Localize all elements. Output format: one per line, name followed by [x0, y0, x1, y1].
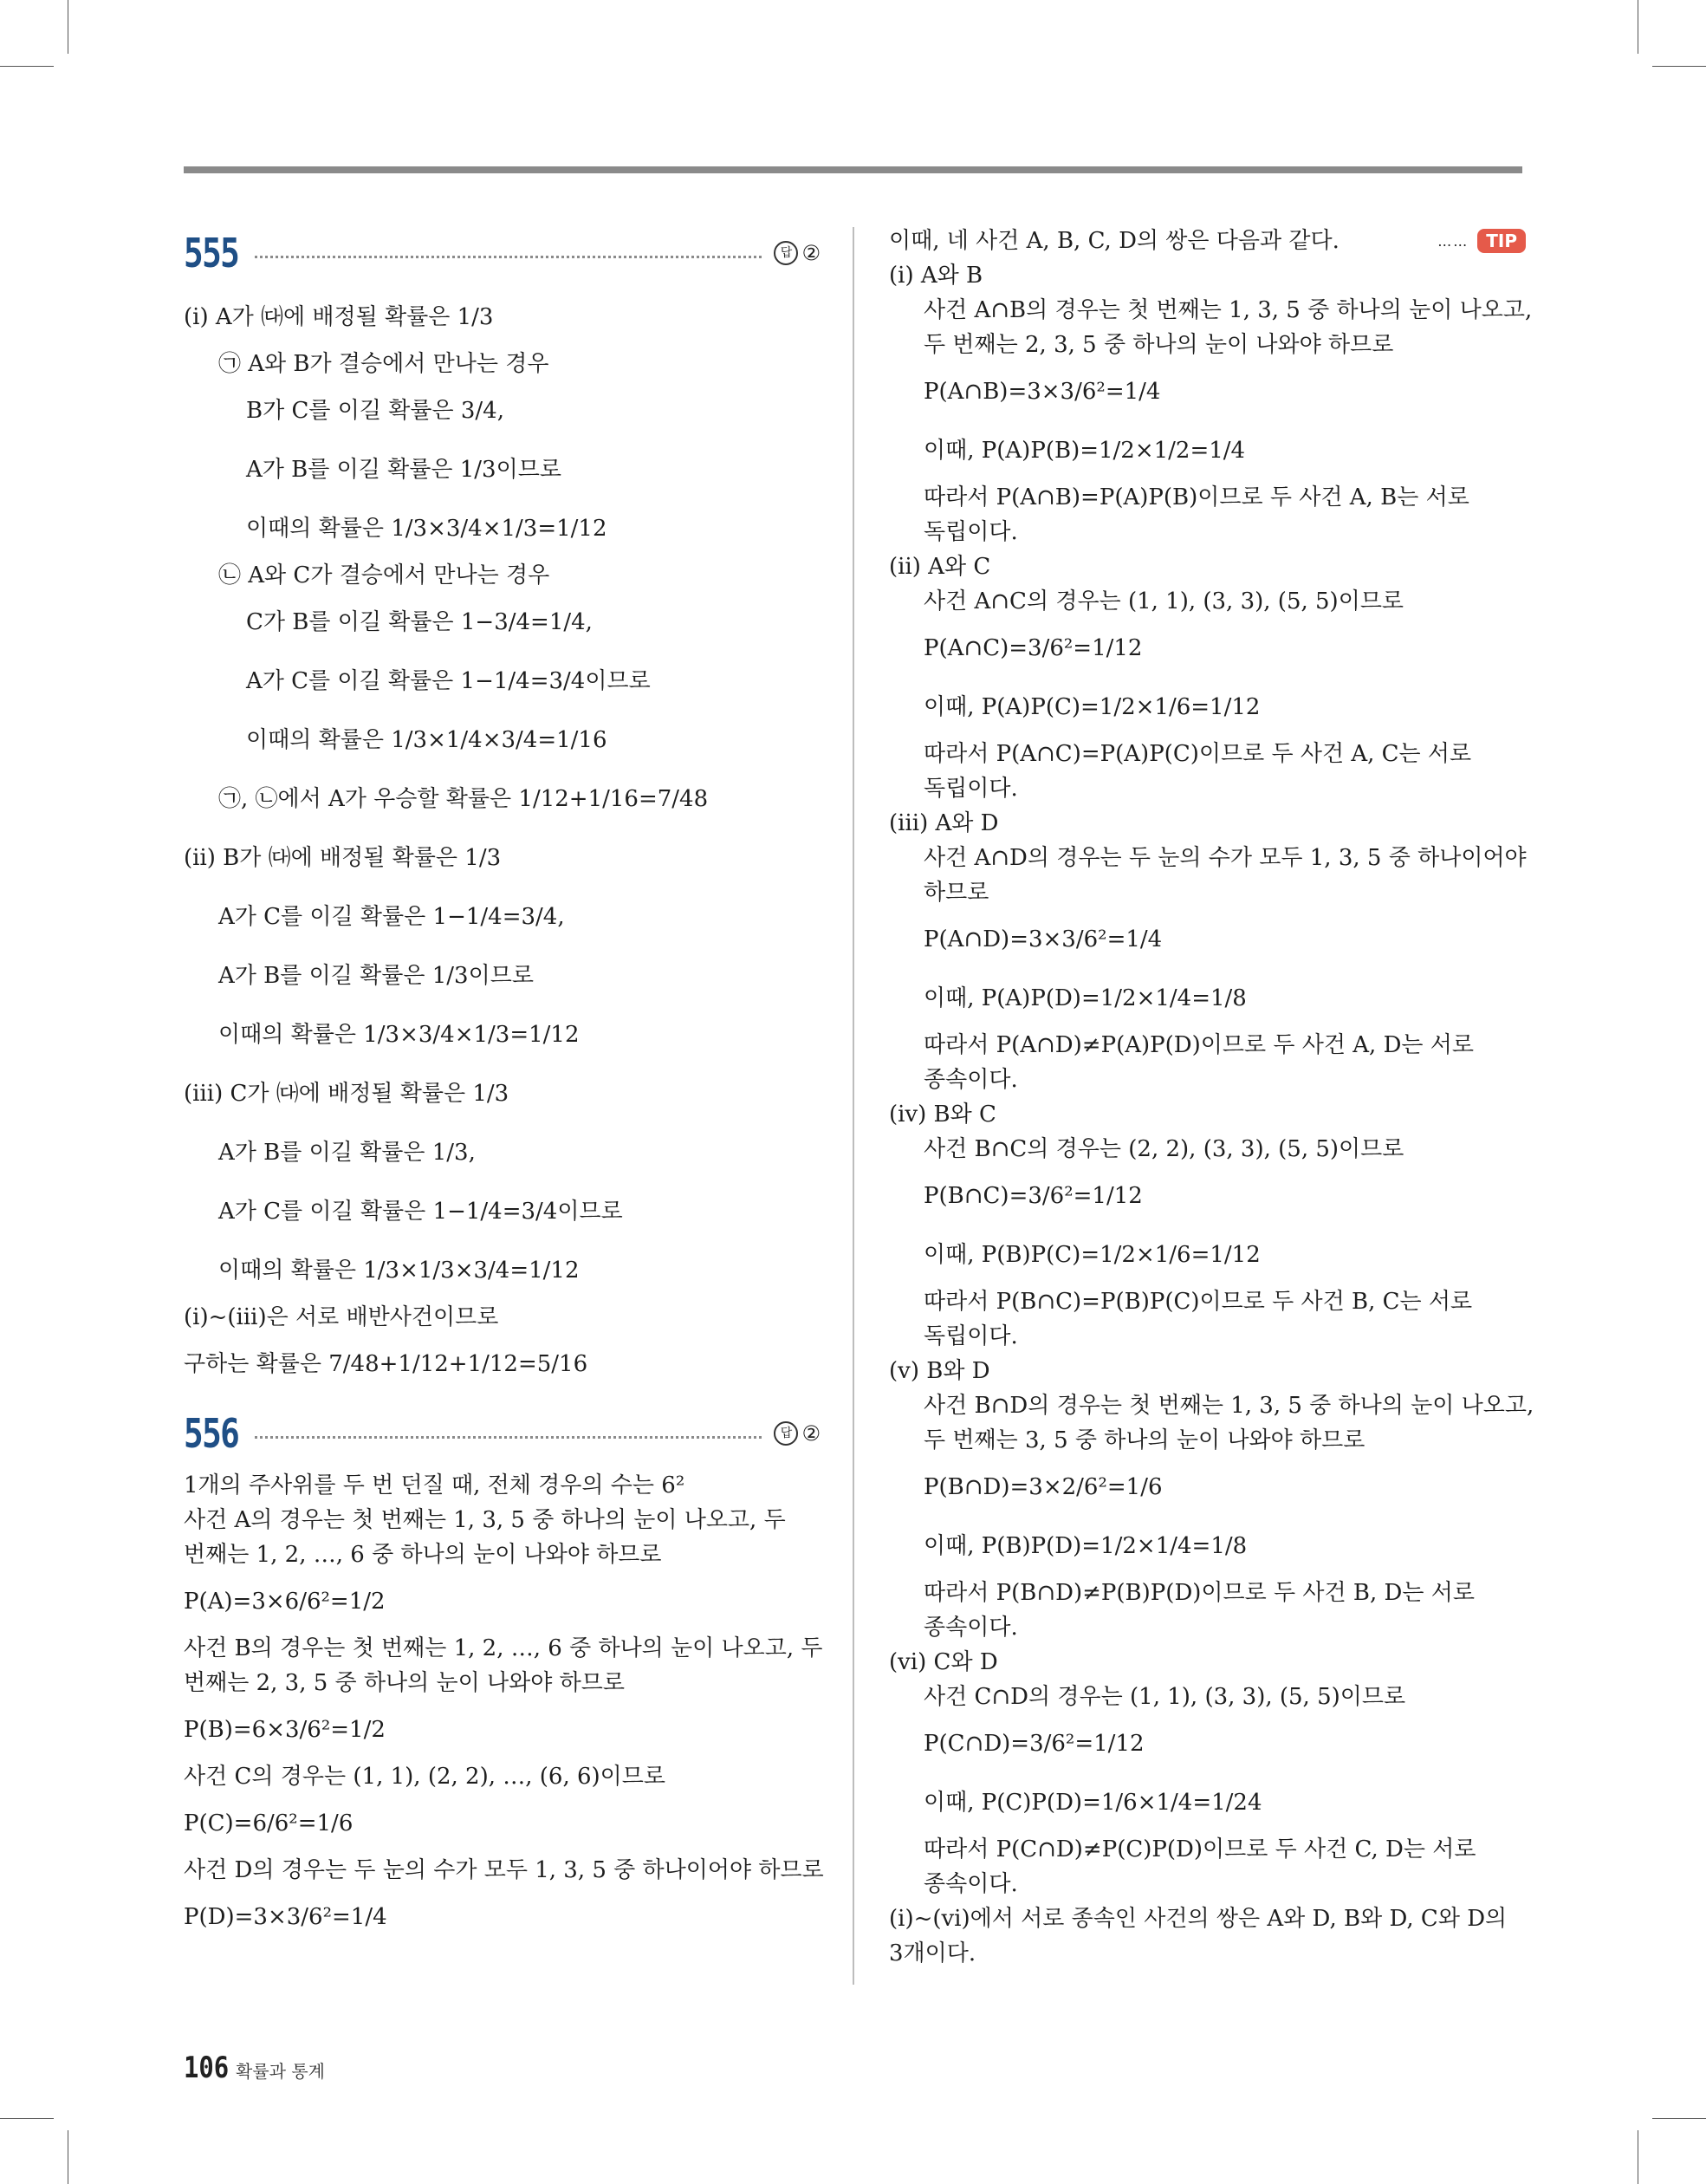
solution-line: (ⅵ) C와 D	[889, 1649, 998, 1675]
solution-line: (ⅰ)~(ⅲ)은 서로 배반사건이므로	[184, 1304, 499, 1330]
solution-line: (ⅱ) B가 ㈐에 배정될 확률은 1/3	[184, 845, 502, 871]
solution-line: 따라서 P(B∩C)=P(B)P(C)이므로 두 사건 B, C는 서로	[924, 1289, 1473, 1315]
solution-line: 이때의 확률은 1/3×3/4×1/3=1/12	[218, 1022, 580, 1048]
page-number: 106	[184, 2051, 230, 2085]
solution-line: 사건 A∩C의 경우는 (1, 1), (3, 3), (5, 5)이므로	[924, 588, 1404, 614]
solution-line: (ⅰ) A와 B	[889, 263, 983, 289]
solution-line: 이때의 확률은 1/3×1/4×3/4=1/16	[246, 727, 607, 753]
solution-line: 이때, 네 사건 A, B, C, D의 쌍은 다음과 같다.	[889, 228, 1340, 254]
solution-line: 독립이다.	[924, 519, 1018, 545]
solution-line: 두 번째는 3, 5 중 하나의 눈이 나와야 하므로	[924, 1427, 1365, 1453]
answer-mark	[774, 1421, 821, 1446]
solution-line: 1개의 주사위를 두 번 던질 때, 전체 경우의 수는 6²	[184, 1472, 685, 1498]
solution-line: 따라서 P(C∩D)≠P(C)P(D)이므로 두 사건 C, D는 서로	[924, 1836, 1476, 1862]
solution-line: 이때, P(A)P(B)=1/2×1/2=1/4	[924, 438, 1246, 464]
crop-mark	[1652, 2118, 1706, 2119]
solution-line: 이때, P(A)P(C)=1/2×1/6=1/12	[924, 694, 1261, 720]
crop-mark	[0, 66, 54, 67]
solution-line: ㉠ A와 B가 결승에서 만나는 경우	[218, 351, 549, 377]
solution-line: B가 C를 이길 확률은 3/4,	[246, 398, 504, 424]
tip-row	[889, 224, 1526, 258]
answer-mark	[774, 241, 821, 265]
solution-line: A가 C를 이길 확률은 1−1/4=3/4이므로	[246, 668, 651, 694]
column-divider	[853, 227, 854, 1985]
section-name: 확률과 통계	[236, 2061, 325, 2082]
solution-line: P(B∩C)=3/6²=1/12	[924, 1183, 1143, 1209]
crop-mark	[1652, 66, 1706, 67]
solution-line: P(A)=3×6/6²=1/2	[184, 1589, 386, 1615]
solution-line: 따라서 P(B∩D)≠P(B)P(D)이므로 두 사건 B, D는 서로	[924, 1580, 1476, 1606]
solution-line: P(B)=6×3/6²=1/2	[184, 1717, 386, 1743]
solution-line: 사건 A의 경우는 첫 번째는 1, 3, 5 중 하나의 눈이 나오고, 두	[184, 1507, 786, 1533]
solution-line: 사건 C의 경우는 (1, 1), (2, 2), …, (6, 6)이므로	[184, 1764, 666, 1790]
solution-line: C가 B를 이길 확률은 1−3/4=1/4,	[246, 609, 593, 635]
solution-line: A가 B를 이길 확률은 1/3이므로	[218, 963, 534, 989]
header-rule	[184, 166, 1522, 173]
solution-line: 독립이다.	[924, 1323, 1018, 1349]
solution-line: (ⅰ)~(ⅵ)에서 서로 종속인 사건의 쌍은 A와 D, B와 D, C와 D의	[889, 1906, 1508, 1932]
solution-line: A가 C를 이길 확률은 1−1/4=3/4이므로	[218, 1199, 623, 1225]
solution-line: 3개이다.	[889, 1940, 976, 1966]
solution-line: 이때, P(C)P(D)=1/6×1/4=1/24	[924, 1790, 1262, 1816]
solution-line: (ⅴ) B와 D	[889, 1358, 990, 1384]
answer-icon: 답	[774, 1421, 798, 1446]
solution-line: P(A∩D)=3×3/6²=1/4	[924, 926, 1163, 952]
right-column	[889, 224, 1534, 1971]
solution-line: 독립이다.	[924, 776, 1018, 802]
problem-number: 555	[184, 230, 239, 276]
leader-dots	[255, 256, 762, 258]
solution-line: ㉡ A와 C가 결승에서 만나는 경우	[218, 562, 550, 588]
page-footer	[184, 2051, 325, 2085]
solution-line: P(A∩B)=3×3/6²=1/4	[924, 379, 1161, 405]
crop-mark	[0, 2118, 54, 2119]
solution-line: 사건 D의 경우는 두 눈의 수가 모두 1, 3, 5 중 하나이어야 하므로	[184, 1857, 824, 1883]
left-column	[184, 224, 824, 1947]
solution-line: 번째는 2, 3, 5 중 하나의 눈이 나와야 하므로	[184, 1670, 626, 1696]
solution-line: 사건 A∩D의 경우는 두 눈의 수가 모두 1, 3, 5 중 하나이어야	[924, 845, 1527, 871]
solution-line: 종속이다.	[924, 1615, 1018, 1641]
solution-line: 사건 A∩B의 경우는 첫 번째는 1, 3, 5 중 하나의 눈이 나오고,	[924, 297, 1533, 323]
solution-line: 번째는 1, 2, …, 6 중 하나의 눈이 나와야 하므로	[184, 1542, 662, 1568]
solution-line: P(C∩D)=3/6²=1/12	[924, 1731, 1145, 1757]
solution-line: A가 B를 이길 확률은 1/3,	[218, 1140, 476, 1166]
solution-line: (ⅳ) B와 C	[889, 1102, 996, 1128]
solution-line: 사건 B의 경우는 첫 번째는 1, 2, …, 6 중 하나의 눈이 나오고, 두	[184, 1635, 823, 1661]
solution-line: (ⅰ) A가 ㈐에 배정될 확률은 1/3	[184, 304, 494, 330]
solution-line: 이때의 확률은 1/3×3/4×1/3=1/12	[246, 516, 607, 542]
problem-555-header	[184, 225, 821, 281]
answer-value: ②	[801, 1421, 821, 1446]
solution-line: P(C)=6/6²=1/6	[184, 1810, 354, 1836]
solution-line: 이때의 확률은 1/3×1/3×3/4=1/12	[218, 1258, 580, 1284]
solution-line: 따라서 P(A∩B)=P(A)P(B)이므로 두 사건 A, B는 서로	[924, 484, 1469, 510]
answer-value: ②	[801, 241, 821, 265]
problem-556-header	[184, 1406, 821, 1461]
solution-line: A가 C를 이길 확률은 1−1/4=3/4,	[218, 904, 565, 930]
answer-icon: 답	[774, 241, 798, 265]
solution-line: (ⅱ) A와 C	[889, 554, 991, 580]
solution-line: 사건 B∩D의 경우는 첫 번째는 1, 3, 5 중 하나의 눈이 나오고,	[924, 1393, 1534, 1419]
solution-line: P(A∩C)=3/6²=1/12	[924, 635, 1143, 661]
solution-line: 사건 C∩D의 경우는 (1, 1), (3, 3), (5, 5)이므로	[924, 1684, 1406, 1710]
solution-line: 이때, P(B)P(C)=1/2×1/6=1/12	[924, 1242, 1261, 1268]
solution-line: 사건 B∩C의 경우는 (2, 2), (3, 3), (5, 5)이므로	[924, 1136, 1404, 1162]
solution-line: P(B∩D)=3×2/6²=1/6	[924, 1474, 1163, 1500]
solution-line: 따라서 P(A∩D)≠P(A)P(D)이므로 두 사건 A, D는 서로	[924, 1032, 1475, 1058]
solution-line: ㉠, ㉡에서 A가 우승할 확률은 1/12+1/16=7/48	[218, 786, 709, 812]
leader-dots	[255, 1436, 762, 1439]
solution-line: 이때, P(B)P(D)=1/2×1/4=1/8	[924, 1533, 1248, 1559]
solution-line: 종속이다.	[924, 1067, 1018, 1093]
solution-line: A가 B를 이길 확률은 1/3이므로	[246, 457, 561, 483]
solution-line: (ⅲ) A와 D	[889, 810, 999, 836]
problem-number: 556	[184, 1410, 239, 1457]
solution-line: P(D)=3×3/6²=1/4	[184, 1904, 387, 1930]
solution-line: (ⅲ) C가 ㈐에 배정될 확률은 1/3	[184, 1081, 509, 1107]
tip-dots: ……	[1437, 232, 1469, 250]
tip-badge: TIP	[1477, 229, 1526, 253]
solution-line: 하므로	[924, 880, 989, 906]
solution-line: 종속이다.	[924, 1871, 1018, 1897]
solution-line: 구하는 확률은 7/48+1/12+1/12=5/16	[184, 1351, 588, 1377]
solution-line: 따라서 P(A∩C)=P(A)P(C)이므로 두 사건 A, C는 서로	[924, 741, 1472, 767]
solution-line: 이때, P(A)P(D)=1/2×1/4=1/8	[924, 985, 1247, 1011]
solution-line: 두 번째는 2, 3, 5 중 하나의 눈이 나와야 하므로	[924, 332, 1394, 358]
